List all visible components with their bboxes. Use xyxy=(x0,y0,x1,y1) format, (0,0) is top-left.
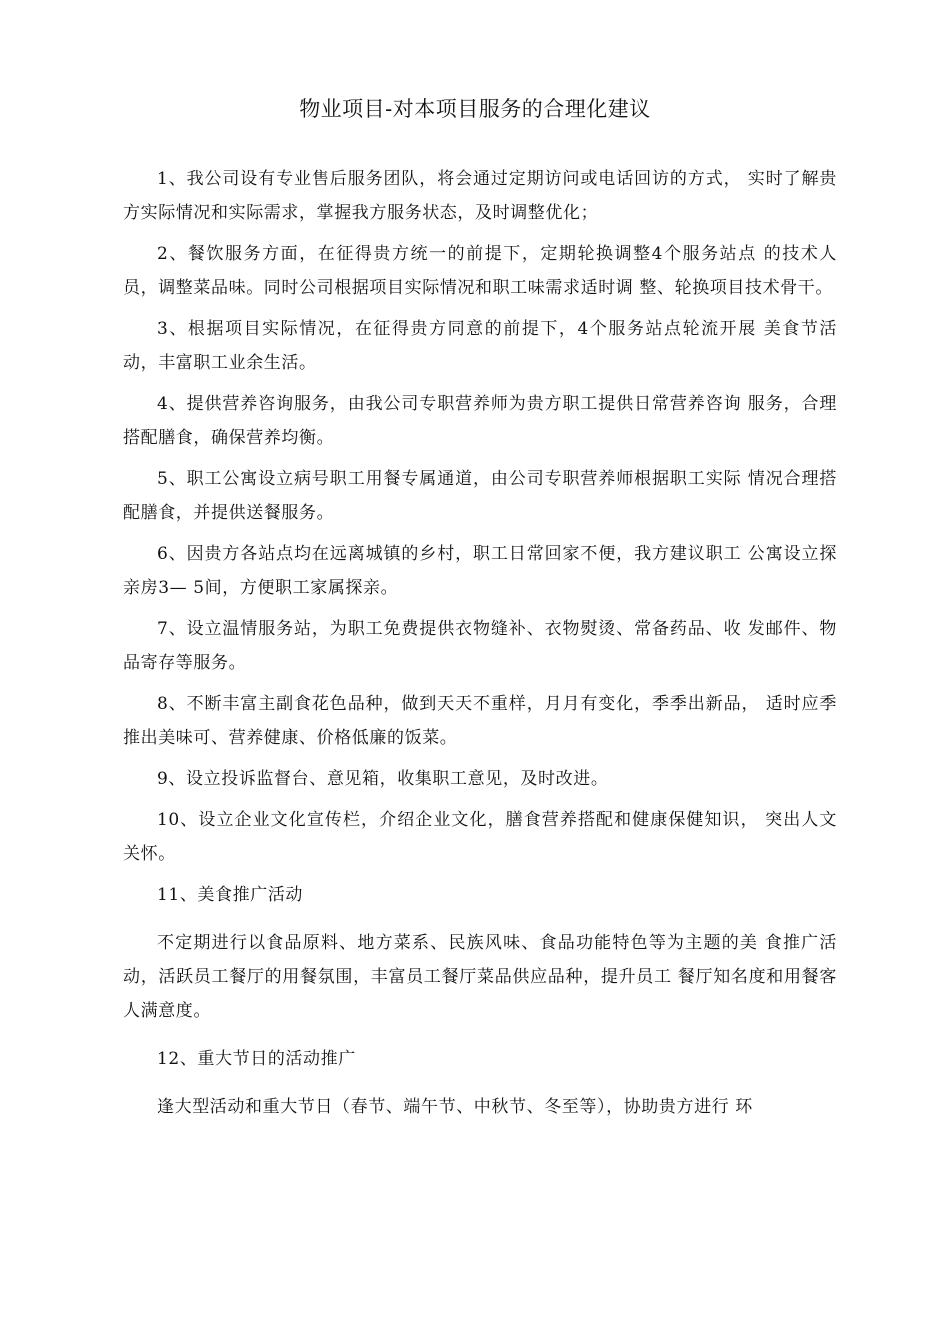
section-heading-11: 11、美食推广活动 xyxy=(157,885,304,905)
paragraph-9: 9、设立投诉监督台、意见箱，收集职工意见，及时改进。 xyxy=(157,769,609,789)
paragraph-1: 1、我公司设有专业售后服务团队，将会通过定期访问或电话回访的方式， 实时了解贵方实际情况和实际需求，掌握我方服务状态，及时调整优化； xyxy=(123,169,837,223)
paragraph-2: 2、餐饮服务方面，在征得贵方统一的前提下，定期轮换调整4个服务站点 的技术人员，调整菜品味。同时公司根据项目实际情况和职工味需求适时调 整、轮换项目技术骨干。 xyxy=(123,244,837,298)
section-heading-12: 12、重大节日的活动推广 xyxy=(157,1049,356,1069)
paragraph-5: 5、职工公寓设立病号职工用餐专属通道，由公司专职营养师根据职工实际 情况合理搭配膳食，并提供送餐服务。 xyxy=(123,469,837,523)
document-title: 物业项目-对本项目服务的合理化建议 xyxy=(299,97,651,121)
paragraph-10: 10、设立企业文化宣传栏，介绍企业文化，膳食营养搭配和健康保健知识， 突出人文关怀。 xyxy=(123,810,837,864)
document-body xyxy=(123,162,837,1131)
paragraph-6: 6、因贵方各站点均在远离城镇的乡村，职工日常回家不便，我方建议职工 公寓设立探亲房3— 5间，方便职工家属探亲。 xyxy=(123,544,837,598)
paragraph-4: 4、提供营养咨询服务，由我公司专职营养师为贵方职工提供日常营养咨询 服务，合理搭配膳食，确保营养均衡。 xyxy=(123,394,837,448)
paragraph-3: 3、根据项目实际情况，在征得贵方同意的前提下，4个服务站点轮流开展 美食节活动，丰富职工业余生活。 xyxy=(123,319,837,373)
paragraph-11-body: 不定期进行以食品原料、地方菜系、民族风味、食品功能特色等为主题的美 食推广活动，活跃员工餐厅的用餐氛围，丰富员工餐厅菜品供应品种，提升员工 餐厅知名度和用餐客人满意度。 xyxy=(123,933,837,1021)
paragraph-7: 7、设立温情服务站，为职工免费提供衣物缝补、衣物熨烫、常备药品、收 发邮件、物品寄存等服务。 xyxy=(123,619,837,673)
paragraph-12-body: 逢大型活动和重大节日（春节、端午节、中秋节、冬至等），协助贵方进行 环 xyxy=(157,1097,753,1117)
paragraph-8: 8、不断丰富主副食花色品种，做到天天不重样，月月有变化，季季出新品， 适时应季推出美味可、营养健康、价格低廉的饭菜。 xyxy=(123,694,837,748)
